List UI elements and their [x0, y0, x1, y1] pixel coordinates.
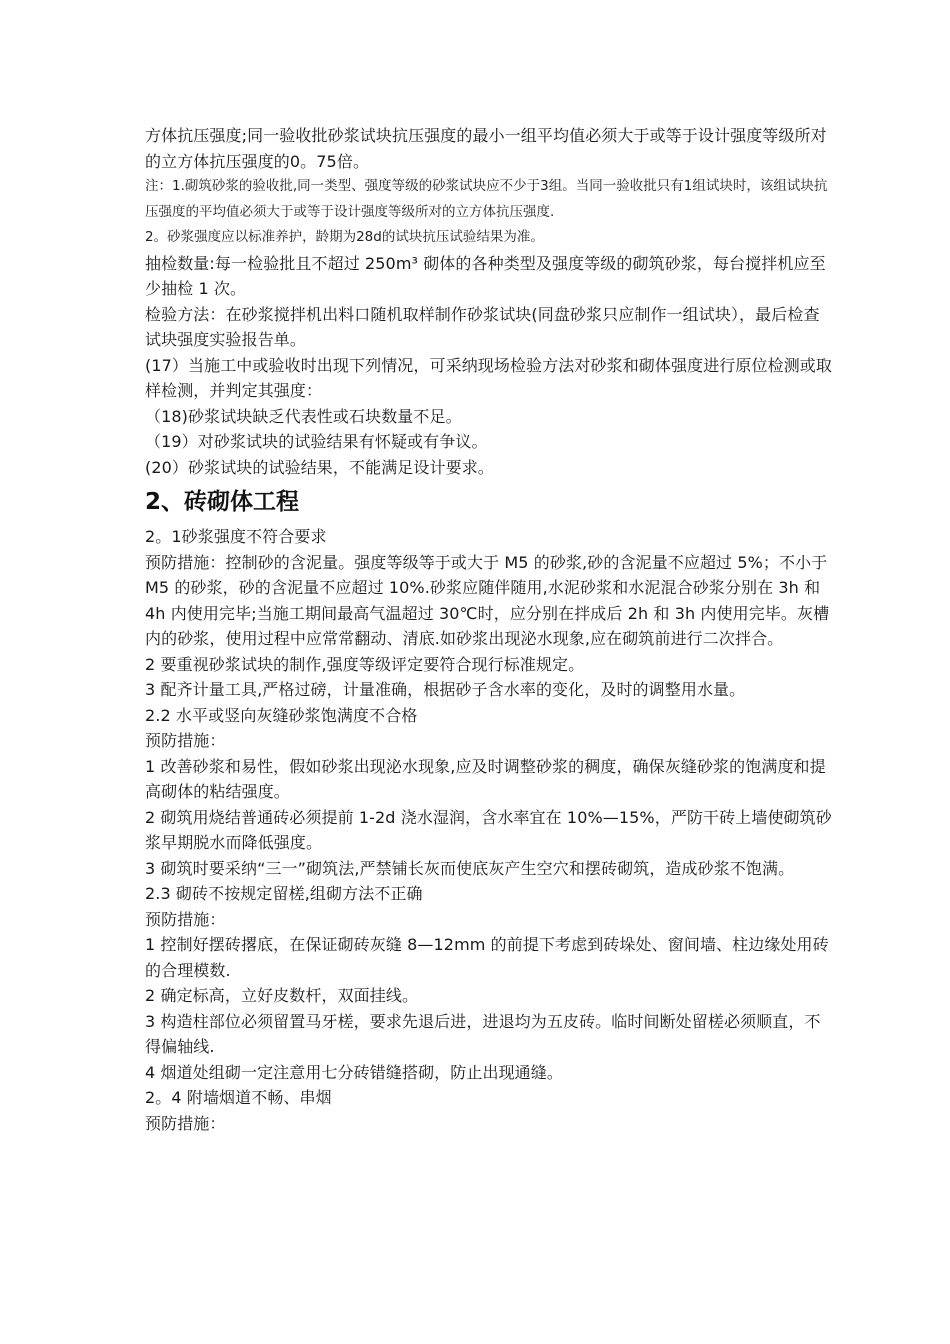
paragraph-inspection-method: 检验方法：在砂浆搅拌机出料口随机取样制作砂浆试块(同盘砂浆只应制作一组试块），最后检查试块强度实验报告单。 — [145, 304, 820, 349]
subsection-2-3-prevention-label: 预防措施： — [145, 909, 226, 929]
subsection-2-3-item-4: 4 烟道处组砌一定注意用七分砖错缝搭砌，防止出现通缝。 — [145, 1062, 563, 1082]
section-heading-brick-masonry: 2、砖砌体工程 — [145, 489, 300, 515]
subsection-2-3-title: 2.3 砌砖不按规定留槎,组砌方法不正确 — [145, 884, 423, 903]
subsection-2-1-item-2: 2 要重视砂浆试块的制作,强度等级评定要符合现行标准规定。 — [145, 654, 585, 674]
subsection-2-2-item-1: 1 改善砂浆和易性，假如砂浆出现泌水现象,应及时调整砂浆的稠度，确保灰缝砂浆的饱满度和提高砌体的粘结强度。 — [145, 756, 826, 801]
subsection-2-1-prevention: 预防措施：控制砂的含泥量。强度等级等于或大于 M5 的砂浆,砂的含泥量不应超过 5%；不小于 M5 的砂浆，砂的含泥量不应超过 10%.砂浆应随伴随用,水泥砂浆和水泥混合砂浆分别在 3h 和 4h 内使用完毕;当施工期间最高气温超过 30℃时，应分别在拌成后 2h 和 3h 内使用完毕。灰槽内的砂浆，使用过程中应常常翻动、清底.如砂浆出现泌水现象,应在砌筑前进行二次拌合。 — [145, 552, 830, 648]
subsection-2-2-title: 2.2 水平或竖向灰缝砂浆饱满度不合格 — [145, 705, 418, 725]
paragraph-strength-requirement: 方体抗压强度;同一验收批砂浆试块抗压强度的最小一组平均值必须大于或等于设计强度等级所对的立方体抗压强度的0。75倍。 — [145, 126, 827, 171]
paragraph-sampling-quantity: 抽检数量:每一检验批且不超过 250m³ 砌体的各种类型及强度等级的砌筑砂浆，每台搅拌机应至少抽检 1 次。 — [145, 253, 826, 298]
subsection-2-4-prevention-label: 预防措施： — [145, 1113, 226, 1133]
paragraph-item-18: （18)砂浆试块缺乏代表性或石块数量不足。 — [145, 406, 462, 426]
subsection-2-2-prevention-label: 预防措施： — [145, 731, 226, 750]
subsection-2-1-item-3: 3 配齐计量工具,严格过磅，计量准确，根据砂子含水率的变化，及时的调整用水量。 — [145, 680, 746, 699]
subsection-2-3-item-2: 2 确定标高，立好皮数杆，双面挂线。 — [145, 986, 419, 1005]
subsection-2-1-title: 2。1砂浆强度不符合要求 — [145, 527, 327, 546]
subsection-2-3-item-3: 3 构造柱部位必须留置马牙槎，要求先退后进，进退均为五皮砖。临时间断处留槎必须顺直，不得偏轴线. — [145, 1011, 821, 1056]
subsection-2-2-item-3: 3 砌筑时要采纳“三一”砌筑法,严禁铺长灰而使底灰产生空穴和摆砖砌筑，造成砂浆不饱满。 — [145, 858, 795, 878]
note-standard-curing: 2。砂浆强度应以标准养护，龄期为28d的试块抗压试验结果为准。 — [145, 229, 544, 245]
subsection-2-3-item-1: 1 控制好摆砖撂底，在保证砌砖灰缝 8—12mm 的前提下考虑到砖垛处、窗间墙、柱边缘处用砖的合理模数. — [145, 935, 829, 980]
note-acceptance-batch: 注：1.砌筑砂浆的验收批,同一类型、强度等级的砂浆试块应不少于3组。当同一验收批只有1组试块时，该组试块抗压强度的平均值必须大于或等于设计强度等级所对的立方体抗压强度. — [145, 178, 828, 220]
paragraph-item-19: （19）对砂浆试块的试验结果有怀疑或有争议。 — [145, 432, 488, 451]
paragraph-item-17: (17）当施工中或验收时出现下列情况，可采纳现场检验方法对砂浆和砌体强度进行原位检测或取样检测，并判定其强度： — [145, 355, 833, 400]
paragraph-item-20: (20）砂浆试块的试验结果，不能满足设计要求。 — [145, 457, 494, 477]
document-page — [145, 123, 835, 1136]
subsection-2-4-title: 2。4 附墙烟道不畅、串烟 — [145, 1088, 332, 1107]
subsection-2-2-item-2: 2 砌筑用烧结普通砖必须提前 1-2d 浇水湿润，含水率宜在 10%—15%，严防干砖上墙使砌筑砂浆早期脱水而降低强度。 — [145, 807, 832, 852]
